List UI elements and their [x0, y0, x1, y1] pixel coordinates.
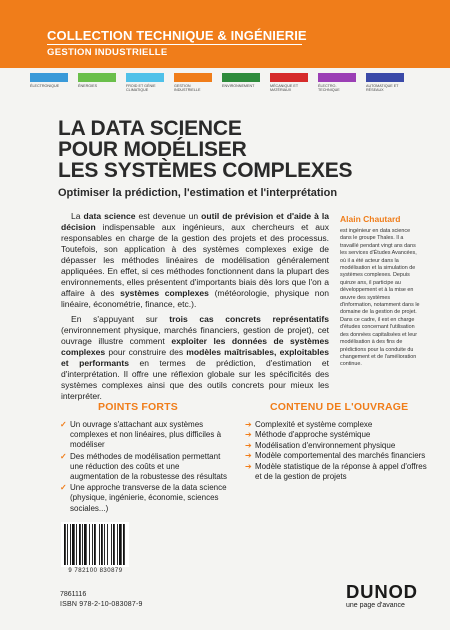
title-line: LA DATA SCIENCE — [58, 117, 242, 140]
category-label: MÉCANIQUE ET MATÉRIAUX — [270, 84, 299, 93]
contenu-list — [245, 420, 435, 482]
list-item-text: Une approche transverse de la data science (physique, ingénierie, économie, sciences sociales...) — [70, 483, 227, 513]
list-item-text: Modèle comportemental des marchés financiers — [255, 451, 426, 461]
collection-title: COLLECTION TECHNIQUE & INGÉNIERIE — [47, 28, 307, 43]
description — [61, 211, 329, 406]
barcode-bar — [107, 524, 108, 565]
barcode-bar — [72, 524, 75, 565]
barcode-bar — [111, 524, 112, 565]
bold-run: outil de prévision et d'aide à la décision — [61, 211, 329, 232]
list-item-text: Complexité et système complexe — [255, 420, 373, 429]
category-label: GESTION INDUSTRIELLE — [174, 84, 201, 93]
barcode-bar — [76, 524, 77, 565]
list-item-text: Méthode d'approche systémique — [255, 430, 371, 440]
barcode — [61, 522, 129, 567]
category-color-bar — [126, 73, 164, 82]
barcode-bar — [104, 524, 105, 565]
publisher-logo — [346, 583, 431, 609]
list-item — [245, 430, 435, 440]
barcode-bar — [64, 524, 66, 565]
barcode-bar — [84, 524, 87, 565]
barcode-bar — [99, 524, 100, 565]
list-item-text: Un ouvrage s'attachant aux systèmes complexes et non linéaires, plus difficiles à modéliser — [70, 420, 222, 450]
points-forts-title: POINTS FORTS — [98, 401, 178, 413]
bold-run: data science — [83, 211, 136, 221]
collection-subtitle: GESTION INDUSTRIELLE — [47, 47, 168, 58]
list-item-text: Modélisation d'environnement physique — [255, 440, 396, 450]
category-strip — [30, 73, 430, 103]
list-item — [60, 420, 230, 451]
barcode-bar — [89, 524, 90, 565]
category-color-bar — [270, 73, 308, 82]
text-run: (météorologie, physique non linéaire, économétrie, finance, etc.). — [61, 288, 329, 309]
barcode-bar — [101, 524, 103, 565]
text-run: pour construire des — [105, 347, 187, 357]
description-paragraph-1 — [61, 211, 329, 310]
category-item — [222, 73, 262, 88]
text-run: indispensable aux ingénieurs, aux chercheurs et aux responsables en charge de la gestion des projets et des processus. Toutefois, son application à des systèmes complexes exige de dépasser les méthodes linéaires de modélisation généralement appliquées. En effet, si ces méthodes fonctionnent dans la plupart des environnements, elles présentent d'importants biais dès lors que l'on a affaire à des — [61, 222, 329, 298]
barcode-bar — [92, 524, 93, 565]
category-color-bar — [174, 73, 212, 82]
book-subtitle: Optimiser la prédiction, l'estimation et l'interprétation — [58, 187, 338, 199]
book-title — [58, 118, 378, 181]
barcode-bar — [79, 524, 81, 565]
category-label: ENVIRONNEMENT — [222, 84, 255, 88]
checkmark-icon: ✓ — [60, 451, 67, 461]
isbn: ISBN 978-2-10-083087-9 — [60, 601, 143, 608]
list-item — [245, 462, 435, 483]
barcode-bar — [119, 524, 122, 565]
list-item-text: Des méthodes de modélisation permettant une réduction des coûts et une augmentation de la robustesse des résultats — [70, 451, 227, 482]
arrow-right-icon: ➔ — [245, 451, 252, 461]
category-color-bar — [222, 73, 260, 82]
category-label: FROID ET GÉNIE CLIMATIQUE — [126, 84, 156, 93]
category-color-bar — [78, 73, 116, 82]
category-label: ÉLECTRONIQUE — [30, 84, 60, 88]
bold-run: modèles maîtrisables, exploitables et performants — [61, 347, 329, 368]
barcode-bar — [123, 524, 125, 565]
checkmark-icon: ✓ — [60, 420, 67, 429]
text-run: est devenue un — [135, 211, 202, 221]
category-item — [30, 73, 70, 88]
author-name: Alain Chautard — [340, 214, 401, 224]
category-item — [318, 73, 358, 93]
text-run: En s'appuyant sur — [71, 314, 170, 324]
category-label: AUTOMATIQUE ET RÉSEAUX — [366, 84, 399, 93]
checkmark-icon: ✓ — [60, 483, 67, 493]
barcode-graphic — [61, 522, 129, 567]
contenu-title: CONTENU DE L'OUVRAGE — [270, 401, 409, 413]
bold-run: trois cas concrets représentatifs — [169, 314, 329, 324]
category-label: ÉNERGIES — [78, 84, 98, 88]
category-color-bar — [318, 73, 356, 82]
header-rule — [47, 44, 302, 45]
category-item — [366, 73, 406, 93]
category-color-bar — [30, 73, 68, 82]
title-line: LES SYSTÈMES COMPLEXES — [58, 159, 353, 182]
list-item — [245, 451, 435, 461]
author-bio: est ingénieur en data science dans le groupe Thales. Il a travaillé pendant vingt ans dans les services d'Études Avancées, où il a été acteur dans la modélisation et la simulation de systèmes complexes. Depuis quinze ans, il participe au développement et à la mise en œuvre des systèmes d'information, notamment dans le domaine de la gestion de projet. Dans ce cadre, il est en charge d'études concernant l'utilisation des données capitalisées et leur modélisation à des fins de prédictions pour la conduite du changement et de l'amélioration continue. — [340, 228, 420, 368]
category-item — [270, 73, 310, 93]
barcode-bar — [82, 524, 83, 565]
barcode-bar — [94, 524, 96, 565]
arrow-right-icon: ➔ — [245, 440, 252, 450]
category-item — [78, 73, 118, 88]
barcode-bar — [67, 524, 68, 565]
arrow-right-icon: ➔ — [245, 430, 252, 440]
text-run: (environnement physique, marchés financiers, gestion de projet), cet ouvrage illustre comment — [61, 325, 329, 346]
text-run: La — [71, 211, 84, 221]
barcode-bar — [117, 524, 118, 565]
list-item — [245, 441, 435, 451]
collection-header — [0, 0, 450, 68]
category-item — [174, 73, 214, 93]
list-item — [245, 420, 435, 430]
list-item — [60, 483, 230, 514]
bold-run: exploiter les données de systèmes complexes — [61, 336, 329, 357]
text-run: en termes de prédiction, d'estimation et d'interprétation. Il offre une réflexion globale sur les spécificités des systèmes complexes ainsi que des outils concrets pour mieux les interpréter. — [61, 358, 329, 401]
bold-run: systèmes complexes — [120, 288, 209, 298]
publisher-name: DUNOD — [346, 581, 418, 602]
barcode-bar — [70, 524, 71, 565]
arrow-right-icon: ➔ — [245, 420, 252, 429]
points-forts-list — [60, 420, 230, 515]
category-color-bar — [366, 73, 404, 82]
description-paragraph-2 — [61, 314, 329, 402]
arrow-right-icon: ➔ — [245, 461, 252, 471]
list-item-text: Modèle statistique de la réponse à appel d'offres et de la gestion de projets — [255, 461, 427, 482]
category-item — [126, 73, 166, 93]
category-label: ÉLECTRO-TECHNIQUE — [318, 84, 340, 93]
barcode-digits: 9 782100 830879 — [68, 568, 123, 574]
reference-number: 7861116 — [60, 591, 87, 598]
title-line: POUR MODÉLISER — [58, 138, 247, 161]
list-item — [60, 452, 230, 483]
publisher-tagline: une page d'avance — [346, 602, 405, 609]
barcode-bar — [113, 524, 115, 565]
